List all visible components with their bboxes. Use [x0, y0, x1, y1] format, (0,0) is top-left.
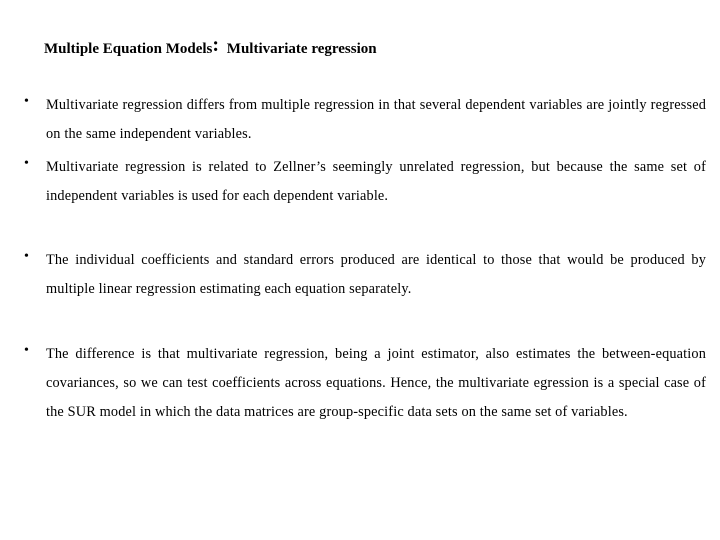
bullet-text: The individual coefficients and standard errors produced are identical to those that would be produced by multiple linear regression estimating each equation separately. [46, 252, 706, 297]
bullet-point-icon: • [24, 94, 29, 109]
bullet-text: Multivariate regression is related to Zellner’s seemingly unrelated regression, but because the same set of independent variables is used for each dependent variable. [46, 159, 706, 204]
bullet-point-icon: • [24, 156, 29, 171]
title-colon: : [212, 34, 220, 56]
title-main: Multiple Equation Models [44, 41, 213, 57]
bullet-point-icon: • [24, 343, 29, 358]
bullet-point-icon: • [24, 249, 29, 264]
bullet-text: Multivariate regression differs from multiple regression in that several dependent variables are jointly regressed on the same independent variables. [46, 97, 706, 142]
bullet-text: The difference is that multivariate regression, being a joint estimator, also estimates the between-equation covariances, so we can test coefficients across equations. Hence, the multivariate egression is a special case of the SUR model in which the data matrices are group-specific data sets on the same set of variables. [46, 346, 706, 420]
title-sub: Multivariate regression [226, 41, 377, 57]
